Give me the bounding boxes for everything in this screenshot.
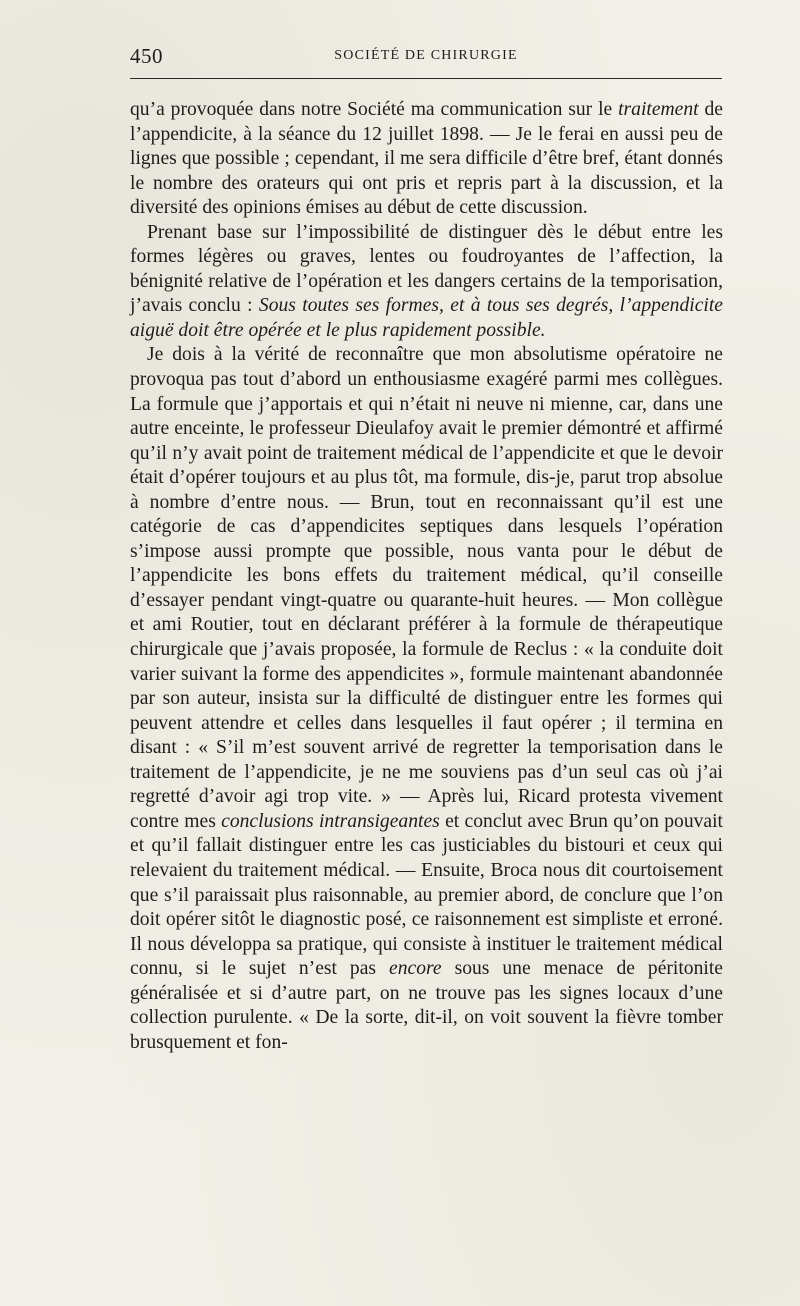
paragraph-2 [130,221,723,344]
paragraph-3-text-c: sous une menace de péritonite généralisée et si d’autre part, on ne trouve pas les signes locaux d’une collection purulente. « De la sorte, dit-il, on voit souvent la fièvre tomber brusquement et fon- [130,958,723,1053]
header-rule [130,78,722,79]
paragraph-3-text-b: et conclut avec Brun qu’on pouvait et qu’il fallait distinguer entre les cas justiciables du bistouri et ceux qui relevaient du traitement médical. — Ensuite, Broca nous dit courtoisement que s’il paraissait plus raisonnable, au premier abord, de conclure que l’on doit opérer sitôt le diagnostic posé, ce raisonnement est simpliste et erroné. Il nous développa sa pratique, qui consiste à instituer le traitement médical connu, si le sujet n’est pas [130,810,723,980]
paragraph-1-text-b: de l’appendicite, à la séance du 12 juillet 1898. — Je le ferai en aussi peu de lignes que possible ; cependant, il me sera difficile d’être bref, étant donnés le nombre des orateurs qui ont pris et repris part à la discussion, et la diversité des opinions émises au début de cette discussion. [130,99,723,219]
paragraph-1-text-a: qu’a provoquée dans notre Société ma communication sur le [130,99,619,120]
paragraph-2-italic: Sous toutes ses formes, et à tous ses degrés, l’appendicite aiguë doit être opérée et le plus rapidement possible. [130,295,723,341]
paragraph-1-italic: traitement [618,99,699,120]
paragraph-2-text: Prenant base sur l’impossibilité de distinguer dès le début entre les formes légères ou graves, lentes ou foudroyantes de l’affection, la bénignité relative de l’opération et les dangers certains de la temporisation, j’avais conclu : [130,221,723,317]
running-title: SOCIÉTÉ DE CHIRURGIE [334,48,518,63]
body-text [130,98,723,1055]
paragraph-3-italic-b: encore [389,958,442,980]
paragraph-3 [130,343,723,1055]
page-header [130,44,722,70]
paragraph-3-text-a: Je dois à la vérité de reconnaître que mon absolutisme opératoire ne provoqua pas tout d’abord un enthousiasme exagéré parmi mes collègues. La formule que j’apportais et qui n’était ni neuve ni mienne, car, dans une autre enceinte, le professeur Dieulafoy avait le premier démontré et affirmé qu’il n’y avait point de traitement médical de l’appendicite et que le devoir était d’opérer toujours et au plus tôt, ma formule, dis-je, parut trop absolue à nombre d’entre nous. — Brun, tout en reconnaissant qu’il est une catégorie de cas d’appendicites septiques dans lesquels l’opération s’impose aussi prompte que possible, nous vanta pour le début de l’appendicite les bons effets du traitement médical, qu’il conseille d’essayer pendant vingt-quatre ou quarante-huit heures. — Mon collègue et ami Routier, tout en déclarant préférer à la formule de thérapeutique chirurgicale que j’avais proposée, la formule de Reclus : « la conduite doit varier suivant la forme des appendicites », formule maintenant abandonnée par son auteur, insista sur la difficulté de distinguer entre les formes qui peuvent attendre et celles dans lesquelles il faut opérer ; il termina en disant : « S’il m’est souvent arrivé de regretter la temporisation dans le traitement de l’appendicite, je ne me souviens pas d’un seul cas où j’ai regretté d’avoir agi trop vite. » — Après lui, Ricard protesta vivement contre mes [130,344,723,832]
paragraph-1 [130,98,723,221]
paragraph-3-italic-a: conclusions intransigeantes [221,810,440,832]
page-number: 450 [130,44,163,68]
